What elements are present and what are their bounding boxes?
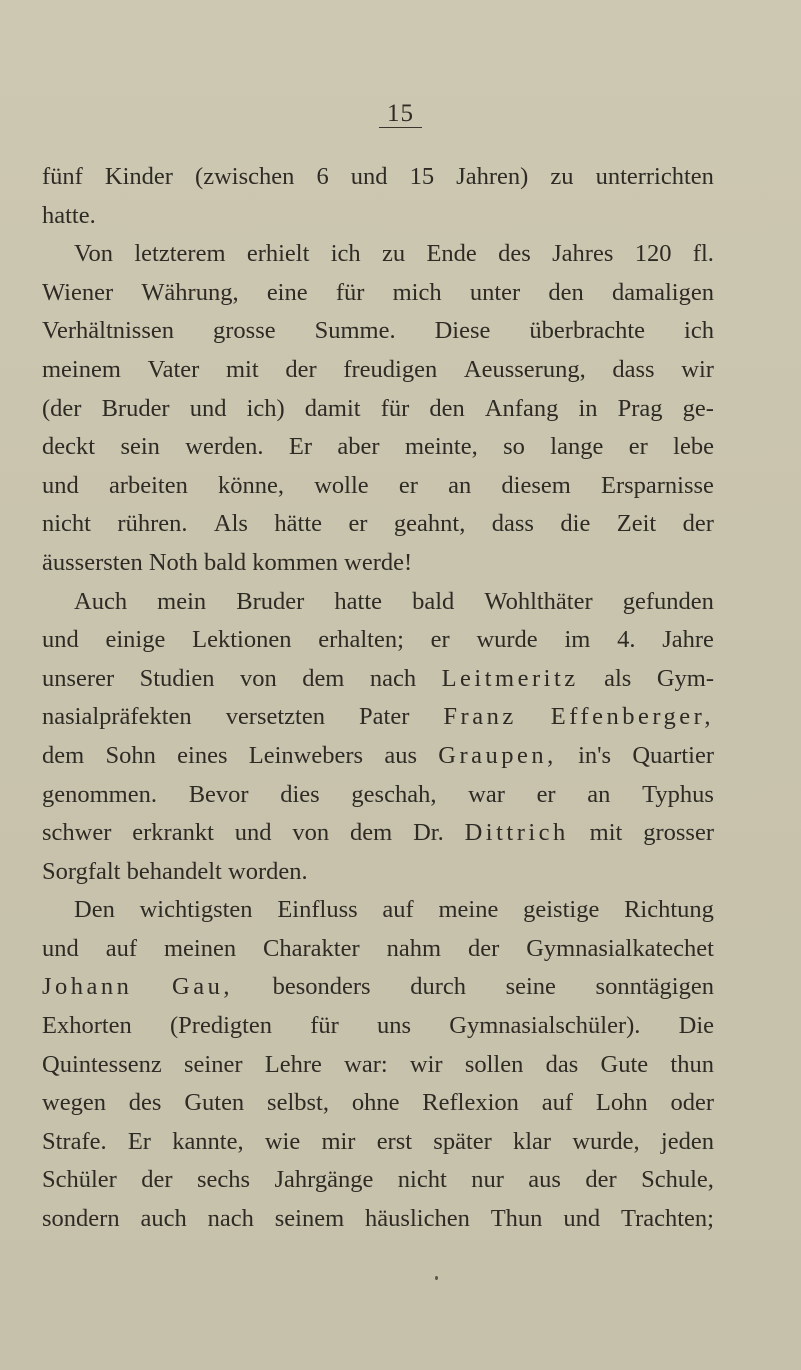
text-line: und einige Lektionen erhalten; er wurde im 4. Jahre (42, 626, 714, 654)
text-line: Von letzterem erhielt ich zu Ende des Jahres 120 fl. (74, 240, 714, 268)
body-text (42, 158, 714, 1239)
text-line: hatte. (42, 201, 96, 229)
text-line: Wiener Währung, eine für mich unter den damaligen (42, 278, 714, 306)
text-line: wegen des Guten selbst, ohne Reflexion auf Lohn oder (42, 1089, 714, 1117)
text-line: und arbeiten könne, wolle er an diesem Ersparnisse (42, 471, 714, 499)
text-line: Verhältnissen grosse Summe. Diese überbrachte ich (42, 317, 714, 345)
text-line: sondern auch nach seinem häuslichen Thun und Trachten; (42, 1205, 714, 1233)
text-line: dem Sohn eines Leinwebers aus Graupen, in's Quartier (42, 741, 714, 769)
text-line: (der Bruder und ich) damit für den Anfang in Prag ge- (42, 394, 714, 422)
text-line: fünf Kinder (zwischen 6 und 15 Jahren) zu unterrichten (42, 163, 714, 190)
page-number: 15 (0, 100, 801, 128)
text-line: unserer Studien von dem nach Leitmeritz als Gym- (42, 664, 714, 692)
text-line: Exhorten (Predigten für uns Gymnasialschüler). Die (42, 1012, 714, 1040)
text-line: Quintessenz seiner Lehre war: wir sollen das Gute thun (42, 1050, 714, 1078)
text-line: genommen. Bevor dies geschah, war er an Typhus (42, 780, 714, 808)
text-line: und auf meinen Charakter nahm der Gymnasialkatechet (42, 934, 714, 962)
text-line: deckt sein werden. Er aber meinte, so lange er lebe (42, 433, 714, 461)
text-line: Sorgfalt behandelt worden. (42, 857, 308, 885)
text-line: Den wichtigsten Einfluss auf meine geistige Richtung (74, 896, 714, 924)
text-line: schwer erkrankt und von dem Dr. Dittrich mit grosser (42, 819, 714, 847)
print-speck (435, 1276, 438, 1280)
text-line: nicht rühren. Als hätte er geahnt, dass die Zeit der (42, 510, 714, 538)
text-line: Johann Gau, besonders durch seine sonntägigen (42, 973, 714, 1001)
text-line: Schüler der sechs Jahrgänge nicht nur aus der Schule, (42, 1166, 714, 1194)
text-line: meinem Vater mit der freudigen Aeusserung, dass wir (42, 355, 714, 383)
text-line: nasialpräfekten versetzten Pater Franz Effenberger, (42, 703, 714, 731)
text-line: Strafe. Er kannte, wie mir erst später klar wurde, jeden (42, 1127, 714, 1155)
text-line: Auch mein Bruder hatte bald Wohlthäter gefunden (74, 587, 714, 615)
text-line: äussersten Noth bald kommen werde! (42, 548, 413, 576)
